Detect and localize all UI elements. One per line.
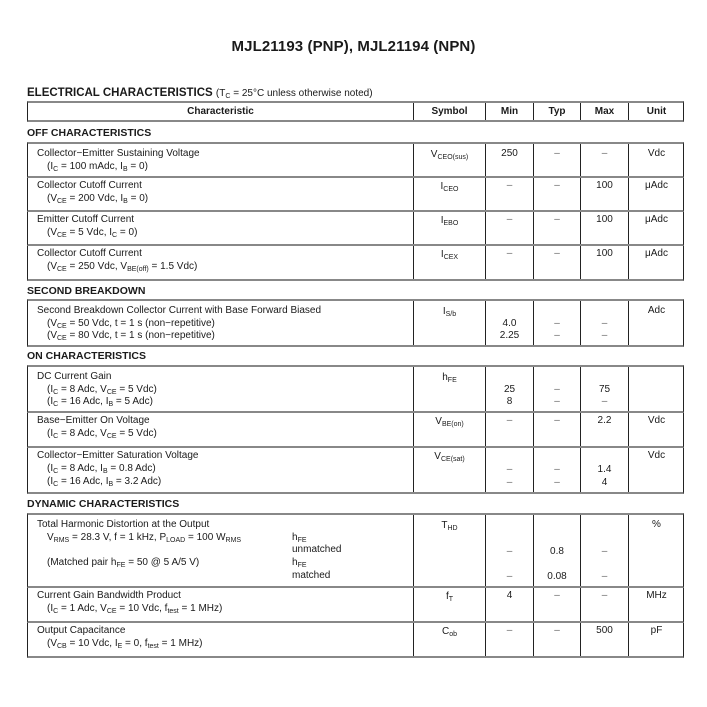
table-row-iebo — [27, 212, 684, 246]
typ-value: – — [554, 477, 560, 488]
test-condition: ($V_{CE} = 200$ Vdc, $I_B = 0$) — [47, 193, 149, 205]
table-row-vbe-on — [27, 413, 684, 448]
unit: MHz — [628, 588, 684, 621]
typ-value: – — [533, 413, 580, 446]
col-header-unit: Unit — [628, 103, 684, 120]
characteristic-name: Second Breakdown Collector Current with Base Forward Biased — [37, 305, 322, 316]
test-condition: ($V_{CE} = 5$ Vdc, $I_C = 0$) — [47, 227, 138, 239]
min-value: 4 — [485, 588, 533, 621]
symbol: $V_{CEO(sus)}$ — [413, 144, 485, 176]
unit: Vdc — [628, 144, 684, 176]
col-header-max: Max — [580, 103, 628, 120]
characteristic-name: Output Capacitance — [37, 625, 126, 636]
typ-value: – — [554, 384, 560, 395]
min-value: 2.25 — [499, 330, 520, 341]
typ-value: – — [533, 588, 580, 621]
min-value: – — [506, 546, 513, 557]
unit — [628, 367, 684, 411]
max-value: – — [601, 330, 608, 341]
test-condition-2: ($I_C = 16$ Adc, $I_B = 5$ Adc) — [47, 396, 153, 408]
unmatched-label: unmatched — [292, 544, 342, 555]
symbol: $V_{BE(on)}$ — [413, 413, 485, 446]
unit: % — [628, 515, 684, 586]
symbol: $I_{S/b}$ — [413, 301, 485, 345]
min-value: – — [485, 212, 533, 244]
max-value: 2.2 — [580, 413, 628, 446]
characteristic-name: Collector Cutoff Current — [37, 248, 142, 259]
typ-value: 0.8 — [550, 546, 564, 557]
max-value: 100 — [580, 212, 628, 244]
col-header-symbol: Symbol — [413, 103, 485, 120]
max-value: 100 — [580, 178, 628, 210]
min-value: 8 — [506, 396, 513, 407]
typ-value: 0.08 — [547, 571, 567, 582]
page-title: MJL21193 (PNP), MJL21194 (NPN) — [231, 38, 476, 55]
test-condition-2: (Matched pair $h_{FE} = 50$ @ 5 A/5 V) — [47, 557, 200, 569]
table-row-iceo — [27, 178, 684, 212]
table-row-cob — [27, 623, 684, 658]
min-value: – — [506, 571, 513, 582]
typ-value: – — [554, 464, 560, 475]
hfe-label-unmatched: $h_{FE}$ — [292, 532, 307, 544]
characteristic-name: DC Current Gain — [37, 371, 112, 382]
min-value: 4.0 — [502, 318, 517, 329]
typ-value: – — [554, 396, 560, 407]
characteristic-name: Collector Cutoff Current — [37, 180, 142, 191]
table-row-vceo — [27, 142, 684, 178]
max-value: – — [601, 318, 608, 329]
min-value: – — [485, 413, 533, 446]
min-value: 250 — [485, 144, 533, 176]
symbol: $I_{CEO}$ — [413, 178, 485, 210]
symbol: $C_{ob}$ — [413, 623, 485, 656]
section-second-breakdown: SECOND BREAKDOWN — [27, 285, 146, 297]
table-row-vce-sat — [27, 448, 684, 494]
unit: μAdc — [628, 246, 684, 279]
max-value: – — [580, 144, 628, 176]
col-header-min: Min — [485, 103, 533, 120]
unit: Vdc — [628, 413, 684, 446]
max-value: 1.4 — [597, 464, 612, 475]
col-header-typ: Typ — [533, 103, 580, 120]
characteristic-name: Current Gain Bandwidth Product — [37, 590, 181, 601]
table-header-row — [27, 101, 684, 122]
symbol: $I_{EBO}$ — [413, 212, 485, 244]
table-row-thd — [27, 513, 684, 588]
min-value: – — [485, 178, 533, 210]
characteristic-name: Collector−Emitter Sustaining Voltage — [37, 148, 200, 159]
test-condition-1: ($I_C = 8$ Adc, $I_B = 0.8$ Adc) — [47, 463, 156, 475]
min-value: 25 — [503, 384, 516, 395]
max-value: – — [601, 571, 608, 582]
test-condition: ($I_C = 100$ mAdc, $I_B = 0$) — [47, 161, 148, 173]
test-condition: ($I_C = 8$ Adc, $V_{CE} = 5$ Vdc) — [47, 428, 157, 440]
typ-value: – — [533, 246, 580, 279]
max-value: 500 — [580, 623, 628, 656]
max-value: 100 — [580, 246, 628, 279]
section-on-characteristics: ON CHARACTERISTICS — [27, 350, 147, 362]
test-condition: ($V_{CE} = 250$ Vdc, $V_{BE(off)} = 1.5$ Vdc) — [47, 261, 198, 273]
matched-label: matched — [292, 570, 331, 581]
characteristic-name: Base−Emitter On Voltage — [37, 415, 150, 426]
electrical-characteristics-heading — [27, 87, 373, 99]
typ-value: – — [554, 330, 560, 341]
max-value: 75 — [598, 384, 611, 395]
symbol: $I_{CEX}$ — [413, 246, 485, 279]
typ-value: – — [533, 623, 580, 656]
hfe-label-matched: $h_{FE}$ — [292, 557, 307, 569]
test-condition-1: $V_{RMS} = 28.3$ V, f = 1 kHz, $P_{LOAD} = 100$ $W_{RMS}$ — [47, 532, 242, 544]
table-row-isb — [27, 299, 684, 347]
test-condition: ($I_C = 1$ Adc, $V_{CE} = 10$ Vdc, $f_{test} = 1$ MHz) — [47, 603, 223, 615]
typ-value: – — [533, 144, 580, 176]
table-row-hfe — [27, 365, 684, 413]
test-condition-2: ($I_C = 16$ Adc, $I_B = 3.2$ Adc) — [47, 476, 162, 488]
test-condition: ($V_{CB} = 10$ Vdc, $I_E = 0$, $f_{test} = 1$ MHz) — [47, 638, 203, 650]
section-dynamic-characteristics: DYNAMIC CHARACTERISTICS — [27, 498, 180, 510]
min-value: – — [485, 246, 533, 279]
typ-value: – — [554, 318, 560, 329]
ec-conditions-note: ($T_C = 25^\circ C$ unless otherwise noted) — [215, 88, 373, 100]
unit: μAdc — [628, 178, 684, 210]
max-value: – — [580, 588, 628, 621]
test-condition-1: ($V_{CE} = 50$ Vdc, t = 1 s (non−repetitive) — [47, 318, 215, 330]
symbol: $V_{CE(sat)}$ — [413, 448, 485, 492]
max-value: – — [601, 546, 608, 557]
max-value: 4 — [601, 477, 608, 488]
unit: Adc — [628, 301, 684, 345]
ec-heading-text: ELECTRICAL CHARACTERISTICS — [27, 87, 213, 99]
unit: pF — [628, 623, 684, 656]
unit: Vdc — [628, 448, 684, 492]
characteristic-name: Collector−Emitter Saturation Voltage — [37, 450, 199, 461]
test-condition-1: ($I_C = 8$ Adc, $V_{CE} = 5$ Vdc) — [47, 384, 157, 396]
symbol: $T_{HD}$ — [413, 515, 485, 586]
min-value: – — [506, 464, 513, 475]
table-row-ft — [27, 588, 684, 623]
max-value: – — [601, 396, 608, 407]
characteristic-name: Total Harmonic Distortion at the Output — [37, 519, 210, 530]
test-condition-2: ($V_{CE} = 80$ Vdc, t = 1 s (non−repetitive) — [47, 330, 215, 342]
symbol: $h_{FE}$ — [413, 367, 485, 411]
symbol: $f_T$ — [413, 588, 485, 621]
typ-value: – — [533, 212, 580, 244]
typ-value: – — [533, 178, 580, 210]
min-value: – — [506, 477, 513, 488]
section-off-characteristics: OFF CHARACTERISTICS — [27, 127, 152, 139]
min-value: – — [485, 623, 533, 656]
table-row-icex — [27, 246, 684, 281]
characteristic-name: Emitter Cutoff Current — [37, 214, 135, 225]
unit: μAdc — [628, 212, 684, 244]
col-header-characteristic: Characteristic — [187, 106, 254, 117]
